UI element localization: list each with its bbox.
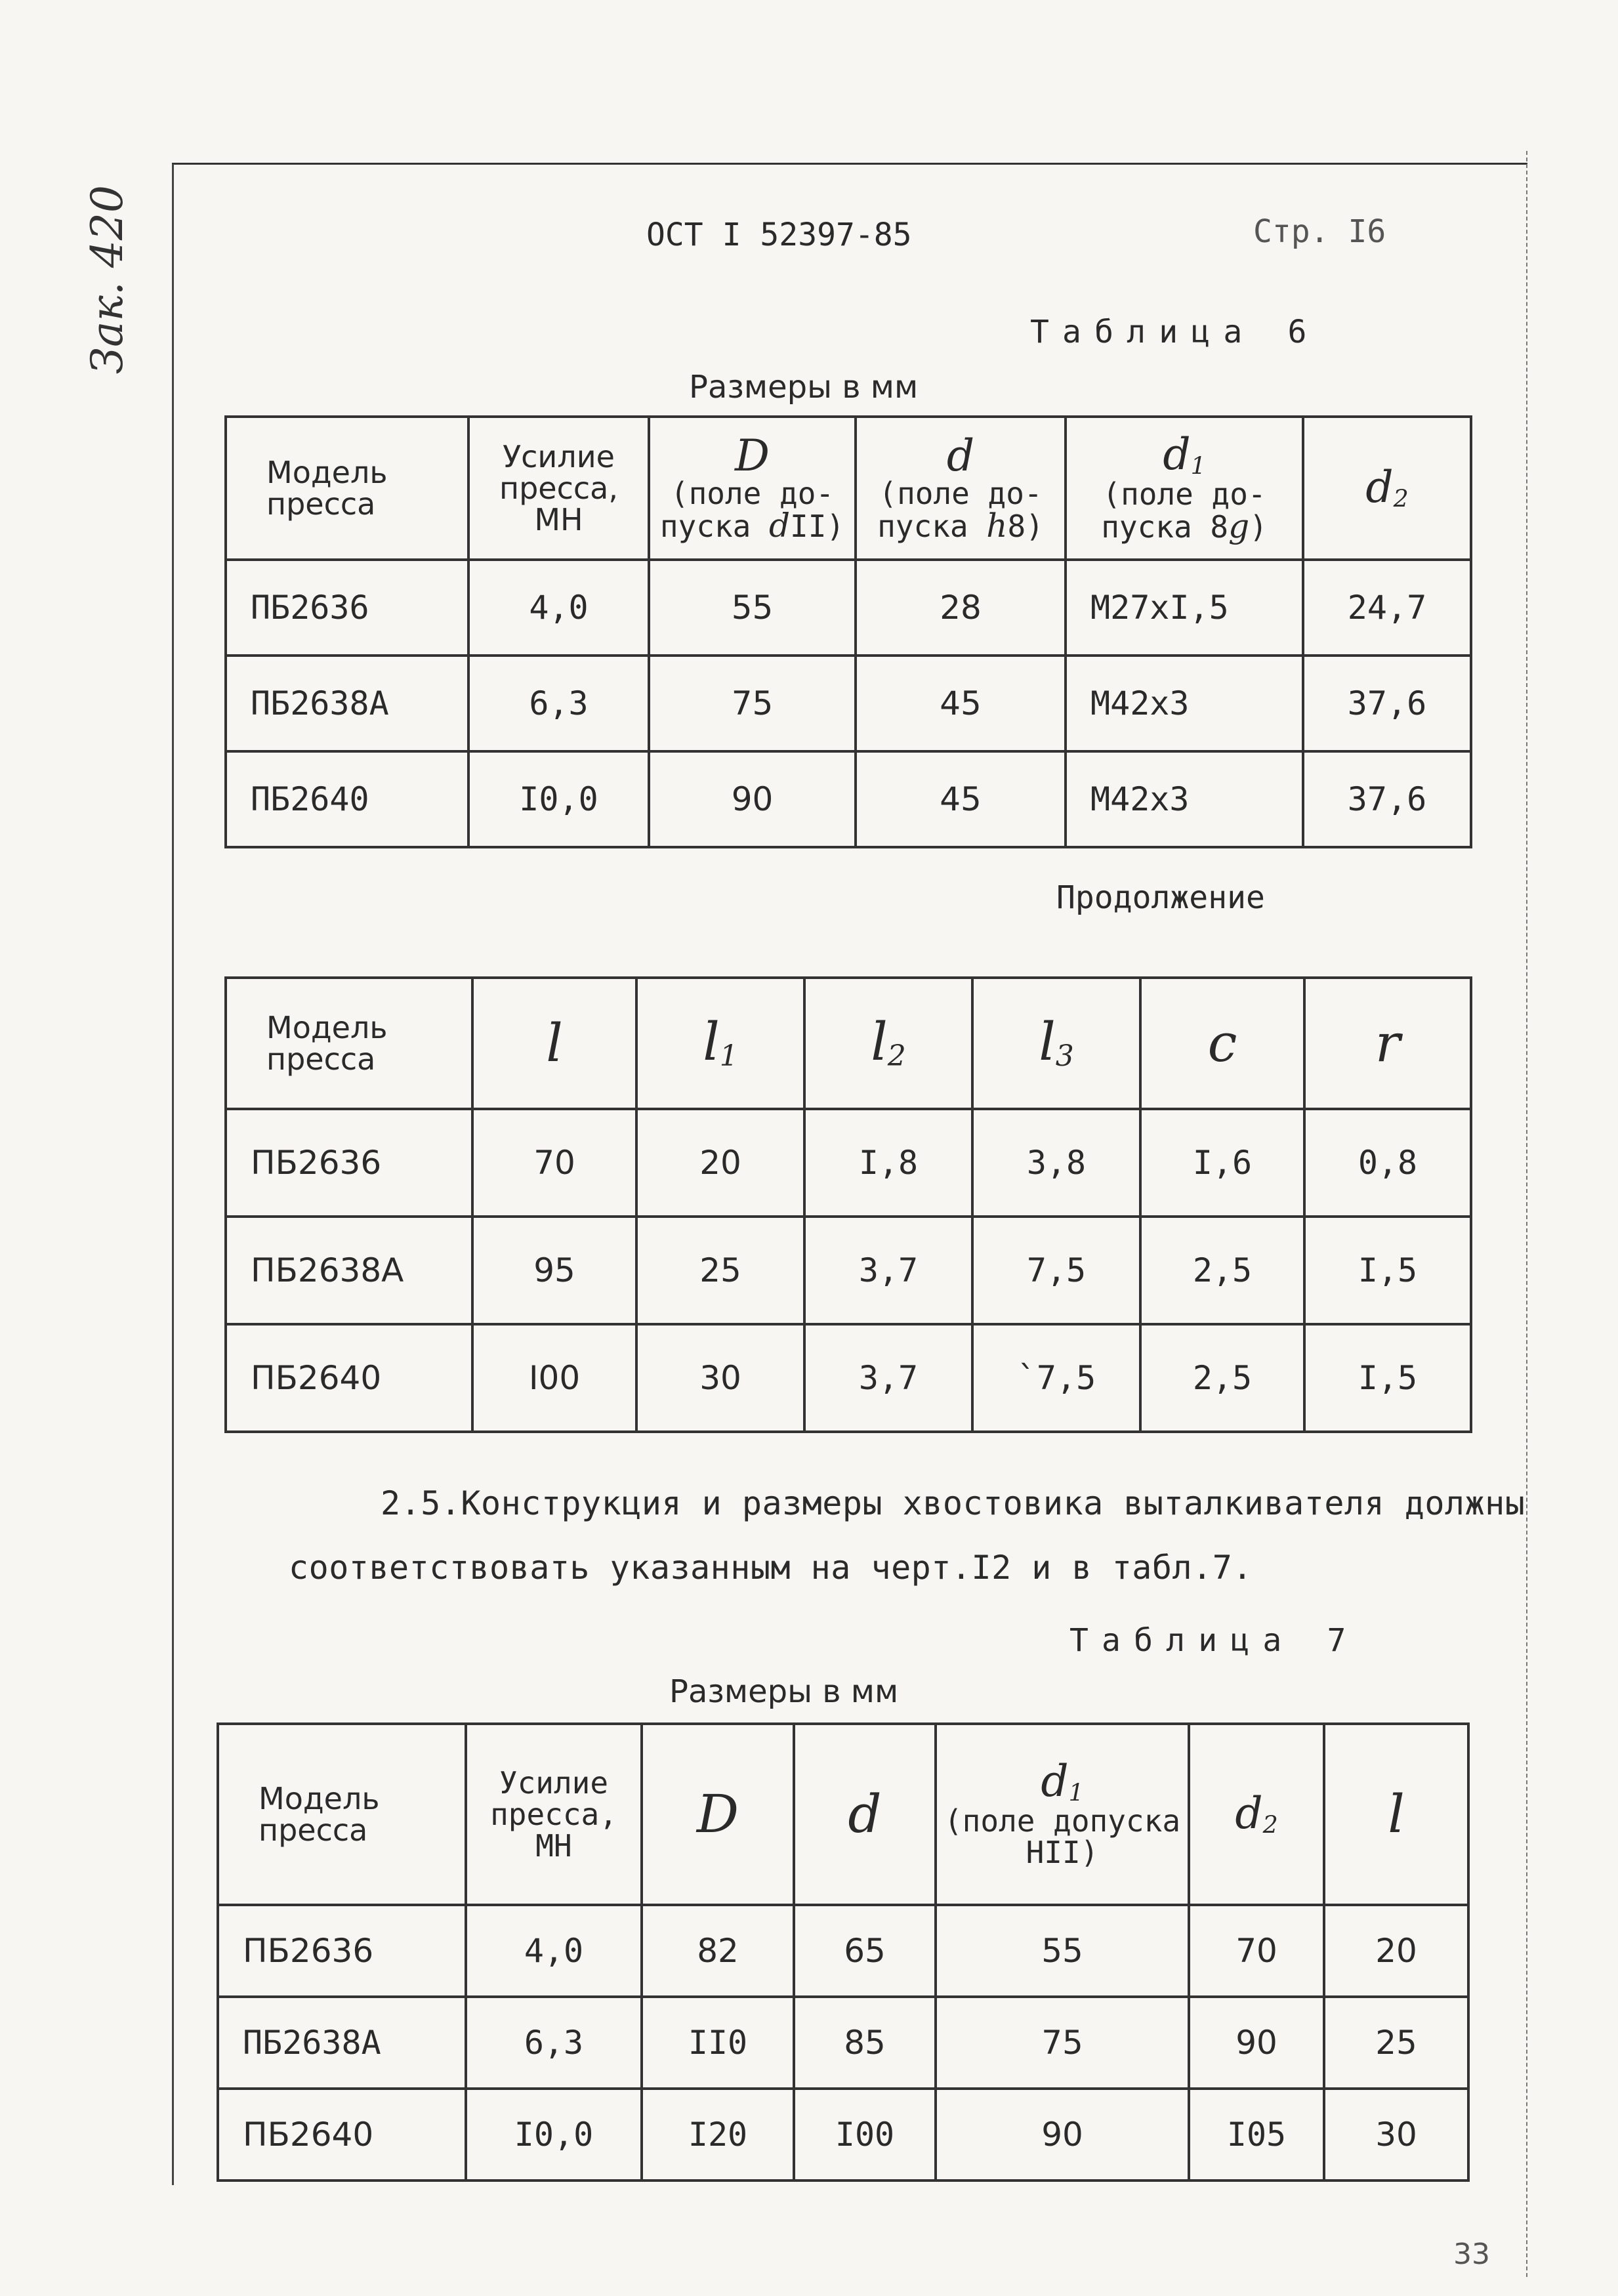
table7-header-row <box>218 1724 1468 1905</box>
cell-model: ПБ2638А <box>226 656 468 751</box>
cell-force: I0,0 <box>468 751 649 847</box>
header-d1: $d_1$ (поле до- пуска 8g) <box>1066 417 1303 560</box>
cell-l: 20 <box>1324 1905 1468 1997</box>
table-row <box>218 1905 1468 1997</box>
cell-d2: 70 <box>1189 1905 1324 1997</box>
cell-d: 85 <box>794 1997 936 2089</box>
table6-title: Таблица 6 <box>1030 314 1320 350</box>
header-l: l <box>472 978 636 1109</box>
cell-c: 2,5 <box>1140 1217 1304 1324</box>
table6-header-row <box>226 417 1471 560</box>
table-row <box>226 751 1471 847</box>
cell-force: I0,0 <box>466 2089 642 2181</box>
header-c: c <box>1140 978 1304 1109</box>
cell-model: ПБ2640 <box>226 751 468 847</box>
table7-title: Таблица 7 <box>1069 1622 1359 1659</box>
paragraph-line-1: 2.5.Конструкция и размеры хвостовика выталкивателя должны <box>381 1484 1525 1522</box>
cell-force: 6,3 <box>466 1997 642 2089</box>
cell-model: ПБ2636 <box>218 1905 466 1997</box>
cell-d: I00 <box>794 2089 936 2181</box>
cell-d2: 37,6 <box>1303 656 1471 751</box>
document-code: ОСТ I 52397-85 <box>646 217 912 253</box>
table-row <box>226 1217 1471 1324</box>
handwritten-order-note: Зак. 420 <box>82 185 133 374</box>
cell-r: I,5 <box>1304 1324 1471 1432</box>
cell-l: 95 <box>472 1217 636 1324</box>
cell-D: 55 <box>649 560 856 656</box>
table6-units: Размеры в мм <box>689 369 919 406</box>
header-model: Модель пресса <box>226 978 472 1109</box>
cell-d2: 37,6 <box>1303 751 1471 847</box>
cell-l: I00 <box>472 1324 636 1432</box>
page-frame-top <box>172 163 1527 165</box>
cell-model: ПБ2638А <box>226 1217 472 1324</box>
cell-l: 70 <box>472 1109 636 1217</box>
table-row <box>218 2089 1468 2181</box>
cell-l3: `7,5 <box>972 1324 1140 1432</box>
cell-d: 45 <box>856 751 1066 847</box>
cell-model: ПБ2636 <box>226 560 468 656</box>
cell-l2: I,8 <box>804 1109 972 1217</box>
header-r: r <box>1304 978 1471 1109</box>
cell-l: 25 <box>1324 1997 1468 2089</box>
cell-d2: 90 <box>1189 1997 1324 2089</box>
cell-D: 82 <box>642 1905 794 1997</box>
cell-force: 4,0 <box>468 560 649 656</box>
cell-l1: 30 <box>636 1324 804 1432</box>
cell-D: 90 <box>649 751 856 847</box>
header-d: d <box>794 1724 936 1905</box>
header-d2: $d_2$ <box>1303 417 1471 560</box>
cell-d: 28 <box>856 560 1066 656</box>
table6-continuation <box>224 976 1472 1433</box>
cell-D: 75 <box>649 656 856 751</box>
header-D: D <box>642 1724 794 1905</box>
header-D: D (поле до- пуска dII) <box>649 417 856 560</box>
cell-d1: М42х3 <box>1066 751 1303 847</box>
cell-c: I,6 <box>1140 1109 1304 1217</box>
cell-d1: 75 <box>936 1997 1189 2089</box>
cell-l2: 3,7 <box>804 1324 972 1432</box>
continuation-header-row <box>226 978 1471 1109</box>
cell-d: 65 <box>794 1905 936 1997</box>
cell-force: 4,0 <box>466 1905 642 1997</box>
table-row <box>226 1109 1471 1217</box>
header-force: Усилие пресса, МН <box>466 1724 642 1905</box>
continuation-label: Продолжение <box>1056 879 1265 916</box>
cell-l1: 25 <box>636 1217 804 1324</box>
header-d: d (поле до- пуска h8) <box>856 417 1066 560</box>
header-l2: $l_2$ <box>804 978 972 1109</box>
cell-l3: 7,5 <box>972 1217 1140 1324</box>
cell-d2: I05 <box>1189 2089 1324 2181</box>
cell-c: 2,5 <box>1140 1324 1304 1432</box>
page-reference: Стр. I6 <box>1253 213 1386 250</box>
cell-model: ПБ2636 <box>226 1109 472 1217</box>
table7-units: Размеры в мм <box>669 1673 899 1710</box>
header-d1: $d_1$ (поле допуска HII) <box>936 1724 1189 1905</box>
cell-l1: 20 <box>636 1109 804 1217</box>
cell-D: I20 <box>642 2089 794 2181</box>
cell-force: 6,3 <box>468 656 649 751</box>
cell-l2: 3,7 <box>804 1217 972 1324</box>
cell-r: I,5 <box>1304 1217 1471 1324</box>
cell-r: 0,8 <box>1304 1109 1471 1217</box>
cell-model: ПБ2640 <box>226 1324 472 1432</box>
cell-l: 30 <box>1324 2089 1468 2181</box>
page-frame-left <box>172 164 174 2185</box>
header-model: Модель пресса <box>218 1724 466 1905</box>
cell-d1: 55 <box>936 1905 1189 1997</box>
cell-l3: 3,8 <box>972 1109 1140 1217</box>
cell-d: 45 <box>856 656 1066 751</box>
table-row <box>226 560 1471 656</box>
cell-d1: М27хI,5 <box>1066 560 1303 656</box>
table6 <box>224 415 1472 848</box>
header-l3: $l_3$ <box>972 978 1140 1109</box>
cell-model: ПБ2638А <box>218 1997 466 2089</box>
header-l1: $l_1$ <box>636 978 804 1109</box>
page-frame-right <box>1526 151 1527 2277</box>
table-row <box>226 656 1471 751</box>
header-d2: $d_2$ <box>1189 1724 1324 1905</box>
page-number: 33 <box>1453 2238 1490 2271</box>
header-force: Усилие пресса, МН <box>468 417 649 560</box>
cell-d1: 90 <box>936 2089 1189 2181</box>
cell-d2: 24,7 <box>1303 560 1471 656</box>
cell-model: ПБ2640 <box>218 2089 466 2181</box>
paragraph-line-2: соответствовать указанным на черт.I2 и в табл.7. <box>289 1549 1253 1587</box>
table-row <box>218 1997 1468 2089</box>
cell-d1: М42х3 <box>1066 656 1303 751</box>
table7 <box>217 1722 1470 2182</box>
header-l: l <box>1324 1724 1468 1905</box>
header-model: Модель пресса <box>226 417 468 560</box>
table-row <box>226 1324 1471 1432</box>
cell-D: II0 <box>642 1997 794 2089</box>
